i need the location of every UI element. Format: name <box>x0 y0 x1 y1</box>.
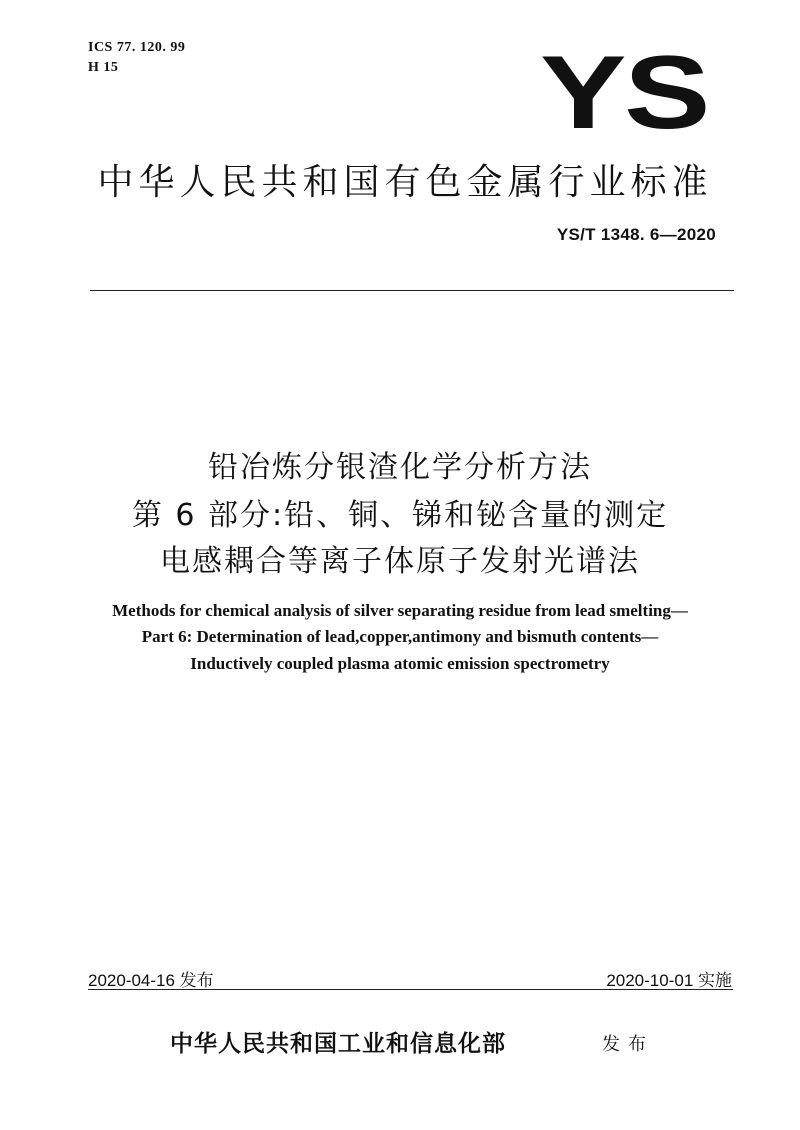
ics-code: ICS 77. 120. 99 <box>88 40 186 55</box>
title-cn-line1: 铅冶炼分银渣化学分析方法 <box>208 450 592 485</box>
issuer-name: 中华人民共和国工业和信息化部 <box>170 1030 506 1057</box>
issue-date: 2020-04-16 发布 <box>88 971 214 990</box>
issuer-action: 发布 <box>602 1034 654 1055</box>
title-en-line1: Methods for chemical analysis of silver separating residue from lead smelting— <box>112 601 688 620</box>
title-en-line2: Part 6: Determination of lead,copper,antimony and bismuth contents— <box>141 627 659 646</box>
title-cn-line3: 电感耦合等离子体原子发射光谱法 <box>160 544 640 579</box>
title-cn-line2: 第 6 部分:铅、铜、锑和铋含量的测定 <box>131 498 669 533</box>
header-divider <box>90 290 734 291</box>
ys-logo <box>538 38 710 138</box>
logo-text: YS <box>540 38 708 138</box>
implementation-date: 2020-10-01 实施 <box>606 971 732 990</box>
standard-category: 中华人民共和国有色金属行业标准 <box>97 162 713 203</box>
footer-divider <box>88 989 733 990</box>
title-en-line3: Inductively coupled plasma atomic emission spectrometry <box>190 654 610 673</box>
ccs-code: H 15 <box>88 60 119 75</box>
standard-number: YS/T 1348. 6—2020 <box>556 225 716 244</box>
